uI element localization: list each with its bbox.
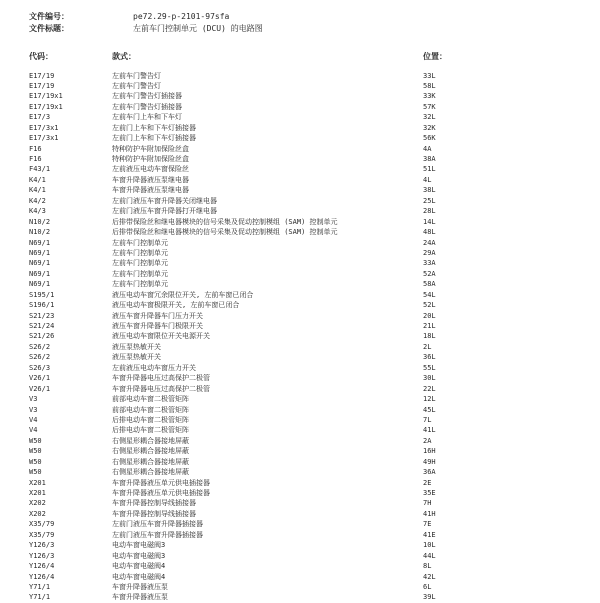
component-description: 左前车门控制单元 [112,238,168,247]
component-location: 8L [423,562,432,571]
component-code: S21/26 [29,332,55,341]
component-description: 液压车窗升降器车门极限开关 [112,322,203,330]
component-location: 41E [423,530,436,539]
component-location: 33L [423,71,436,80]
table-row [0,321,600,331]
component-location: 2A [423,436,432,445]
component-description: 左前液压电动车窗压力开关 [112,363,196,372]
component-description: 液压车窗升降器车门压力开关 [112,311,203,320]
component-location: 54L [423,290,436,299]
file-title-label: 文件标题： [29,24,69,33]
component-code: S195/1 [29,290,55,299]
component-code: N69/1 [29,248,51,257]
table-row [0,248,600,258]
component-code: X201 [29,489,46,497]
component-location: 35E [423,489,436,497]
table-row [0,498,600,508]
component-location: 52L [423,301,436,310]
component-code: X202 [29,509,46,518]
component-description: 右侧星形耦合器接地屏蔽 [112,468,189,477]
component-description: 左前车门警告灯 [112,81,161,90]
table-row [0,164,600,174]
component-code: E17/19x1 [29,92,63,101]
component-location: 38A [423,155,436,163]
component-location: 24A [423,238,436,247]
component-code: N10/2 [29,217,51,226]
component-description: 液压电动车窗极限开关, 左前车窗已闭合 [112,301,240,310]
component-location: 18L [423,332,436,341]
table-row [0,331,600,341]
component-description: 左前门上车和下车灯插接器 [112,134,196,143]
component-description: 车窗升降器液压泵 [112,582,168,591]
table-row [0,384,600,394]
component-code: E17/19 [29,71,55,80]
table-row [0,123,600,133]
component-code: V4 [29,426,38,435]
component-code: Y126/4 [29,562,55,571]
component-location: 42L [423,572,436,581]
component-description: 前部电动车窗二极管矩阵 [112,395,189,404]
component-code: Y126/4 [29,572,55,581]
component-description: 车窗升降器液压泵继电器 [112,175,189,184]
table-row [0,394,600,404]
component-location: 36A [423,468,436,477]
table-row [0,71,600,81]
component-code: X35/79 [29,530,55,539]
table-row [0,446,600,456]
table-row [0,478,600,488]
component-description: 液压电动车窗限位开关电源开关 [112,332,210,341]
component-description: 后排带保险丝和继电器模块的信号采集及促动控制模组 (SAM) 控制单元 [112,228,338,237]
component-code: S21/24 [29,322,55,330]
component-description: 车窗升降器电压过高保护二极管 [112,374,210,383]
component-description: 液压泵热敏开关 [112,353,161,362]
component-description: 车窗升降器液压泵 [112,593,168,602]
component-description: 前部电动车窗二极管矩阵 [112,405,189,414]
component-code: E17/3x1 [29,134,59,143]
component-code: Y126/3 [29,541,55,550]
table-row [0,217,600,227]
component-location: 25L [423,196,436,205]
component-location: 22L [423,384,436,393]
component-location: 2L [423,342,432,351]
component-description: 电动车窗电磁阀3 [112,551,166,560]
table-row [0,415,600,425]
component-code: X35/79 [29,520,55,529]
component-description: 车窗升降器控制导线插接器 [112,499,196,508]
component-code: S21/23 [29,311,55,320]
table-row [0,572,600,582]
component-description: 后排电动车窗二极管矩阵 [112,415,189,424]
component-code: S26/3 [29,363,51,372]
table-row [0,102,600,112]
component-code: W50 [29,436,42,445]
component-description: 左前车门控制单元 [112,248,168,257]
table-row [0,311,600,321]
component-location: 38L [423,186,436,195]
component-description: 车窗升降器控制导线插接器 [112,509,196,518]
component-location: 52A [423,269,436,278]
table-row [0,342,600,352]
table-row [0,196,600,206]
table-row [0,185,600,195]
component-description: 特种防护车附加保险丝盒 [112,155,189,163]
component-description: 车窗升降器液压单元供电插接器 [112,489,210,497]
table-row [0,467,600,477]
table-row [0,258,600,268]
component-description: 车窗升降器液压单元供电插接器 [112,478,210,487]
table-row [0,519,600,529]
table-row [0,279,600,289]
table-row [0,373,600,383]
component-location: 7L [423,415,432,424]
component-code: X202 [29,499,46,508]
component-location: 10L [423,541,436,550]
component-location: 41H [423,509,436,518]
component-location: 14L [423,217,436,226]
table-row [0,551,600,561]
component-description: 左前门液压车窗升降器插接器 [112,520,203,529]
table-row [0,509,600,519]
component-location: 58L [423,81,436,90]
table-row [0,112,600,122]
component-code: V3 [29,395,38,404]
component-code: S26/2 [29,342,51,351]
component-description: 左前门上车和下车灯插接器 [112,123,196,132]
component-location: 57K [423,102,436,111]
component-code: E17/19x1 [29,102,63,111]
table-row [0,206,600,216]
table-row [0,457,600,467]
component-location: 33K [423,92,436,101]
component-code: K4/3 [29,207,46,216]
component-location: 58A [423,280,436,289]
component-code: F43/1 [29,165,51,174]
component-description: 特种防护车附加保险丝盒 [112,144,189,153]
component-location: 55L [423,363,436,372]
table-row [0,530,600,540]
component-location: 4L [423,175,432,184]
component-location: 21L [423,322,436,330]
component-description: 后排带保险丝和继电器模块的信号采集及促动控制模组 (SAM) 控制单元 [112,217,338,226]
component-location: 16H [423,447,436,456]
component-location: 7H [423,499,432,508]
component-description: 液压泵热敏开关 [112,342,161,351]
table-row [0,269,600,279]
table-row [0,175,600,185]
location-column-header: 位置： [423,52,447,61]
component-code: N69/1 [29,280,51,289]
table-row [0,561,600,571]
component-location: 36L [423,353,436,362]
component-code: K4/2 [29,196,46,205]
component-code: K4/1 [29,186,46,195]
component-location: 30L [423,374,436,383]
component-location: 12L [423,395,436,404]
component-code: W50 [29,468,42,477]
component-code: S26/2 [29,353,51,362]
table-row [0,540,600,550]
component-location: 28L [423,207,436,216]
component-location: 33A [423,259,436,268]
component-code: V4 [29,415,38,424]
table-row [0,227,600,237]
component-description: 左前车门控制单元 [112,259,168,268]
table-row [0,133,600,143]
component-code: Y126/3 [29,551,55,560]
table-row [0,363,600,373]
file-title-value: 左前车门控制单元 (DCU) 的电路图 [133,24,263,33]
component-description: 左前车门控制单元 [112,280,168,289]
component-description: 左前车门警告灯插接器 [112,102,182,111]
component-description: 右侧星形耦合器接地屏蔽 [112,436,189,445]
table-row [0,154,600,164]
component-code: N69/1 [29,269,51,278]
table-row [0,238,600,248]
component-description: 左前车门警告灯 [112,71,161,80]
component-description: 电动车窗电磁阀4 [112,572,166,581]
component-location: 44L [423,551,436,560]
component-location: 56K [423,134,436,143]
table-row [0,488,600,498]
component-code: V26/1 [29,374,51,383]
table-row [0,91,600,101]
file-number-label: 文件编号： [29,12,69,21]
component-location: 32K [423,123,436,132]
component-description: 左前门液压车窗升降器关闭继电器 [112,196,217,205]
component-table [0,71,600,603]
table-row [0,436,600,446]
code-column-header: 代码： [29,52,53,61]
component-location: 49H [423,457,436,466]
component-code: W50 [29,457,42,466]
component-description: 液压电动车窗冗余限位开关, 左前车窗已闭合 [112,290,254,299]
component-location: 32L [423,113,436,122]
table-row [0,81,600,91]
component-location: 7E [423,520,432,529]
component-description: 车窗升降器电压过高保护二极管 [112,384,210,393]
component-description: 左前液压电动车窗保险丝 [112,165,189,174]
component-code: Y71/1 [29,593,51,602]
component-code: E17/3 [29,113,51,122]
component-description: 左前车门控制单元 [112,269,168,278]
table-row [0,425,600,435]
component-code: X201 [29,478,46,487]
component-description: 车窗升降器液压泵继电器 [112,186,189,195]
component-location: 2E [423,478,432,487]
component-location: 51L [423,165,436,174]
component-description: 右侧星形耦合器接地屏蔽 [112,457,189,466]
component-location: 20L [423,311,436,320]
component-description: 左前门液压车窗升降器打开继电器 [112,207,217,216]
table-row [0,405,600,415]
component-code: E17/3x1 [29,123,59,132]
table-row [0,582,600,592]
component-code: F16 [29,144,42,153]
component-code: N10/2 [29,228,51,237]
component-code: F16 [29,155,42,163]
component-code: E17/19 [29,81,55,90]
component-location: 41L [423,426,436,435]
table-row [0,290,600,300]
component-location: 6L [423,582,432,591]
component-description: 电动车窗电磁阀4 [112,562,166,571]
component-code: N69/1 [29,259,51,268]
component-location: 45L [423,405,436,414]
component-location: 39L [423,593,436,602]
component-location: 48L [423,228,436,237]
component-location: 29A [423,248,436,257]
component-description: 电动车窗电磁阀3 [112,541,166,550]
component-description: 右侧星形耦合器接地屏蔽 [112,447,189,456]
component-code: V3 [29,405,38,414]
component-code: W50 [29,447,42,456]
component-description: 左前车门上车和下车灯 [112,113,182,122]
component-code: S196/1 [29,301,55,310]
description-column-header: 款式： [112,52,136,61]
table-row [0,300,600,310]
table-row [0,352,600,362]
component-location: 4A [423,144,432,153]
component-code: N69/1 [29,238,51,247]
component-code: Y71/1 [29,582,51,591]
component-description: 后排电动车窗二极管矩阵 [112,426,189,435]
component-code: K4/1 [29,175,46,184]
component-code: V26/1 [29,384,51,393]
component-description: 左前车门警告灯插接器 [112,92,182,101]
table-row [0,144,600,154]
component-description: 左前门液压车窗升降器插接器 [112,530,203,539]
file-number-value: pe72.29-p-2101-97sfa [133,12,230,21]
